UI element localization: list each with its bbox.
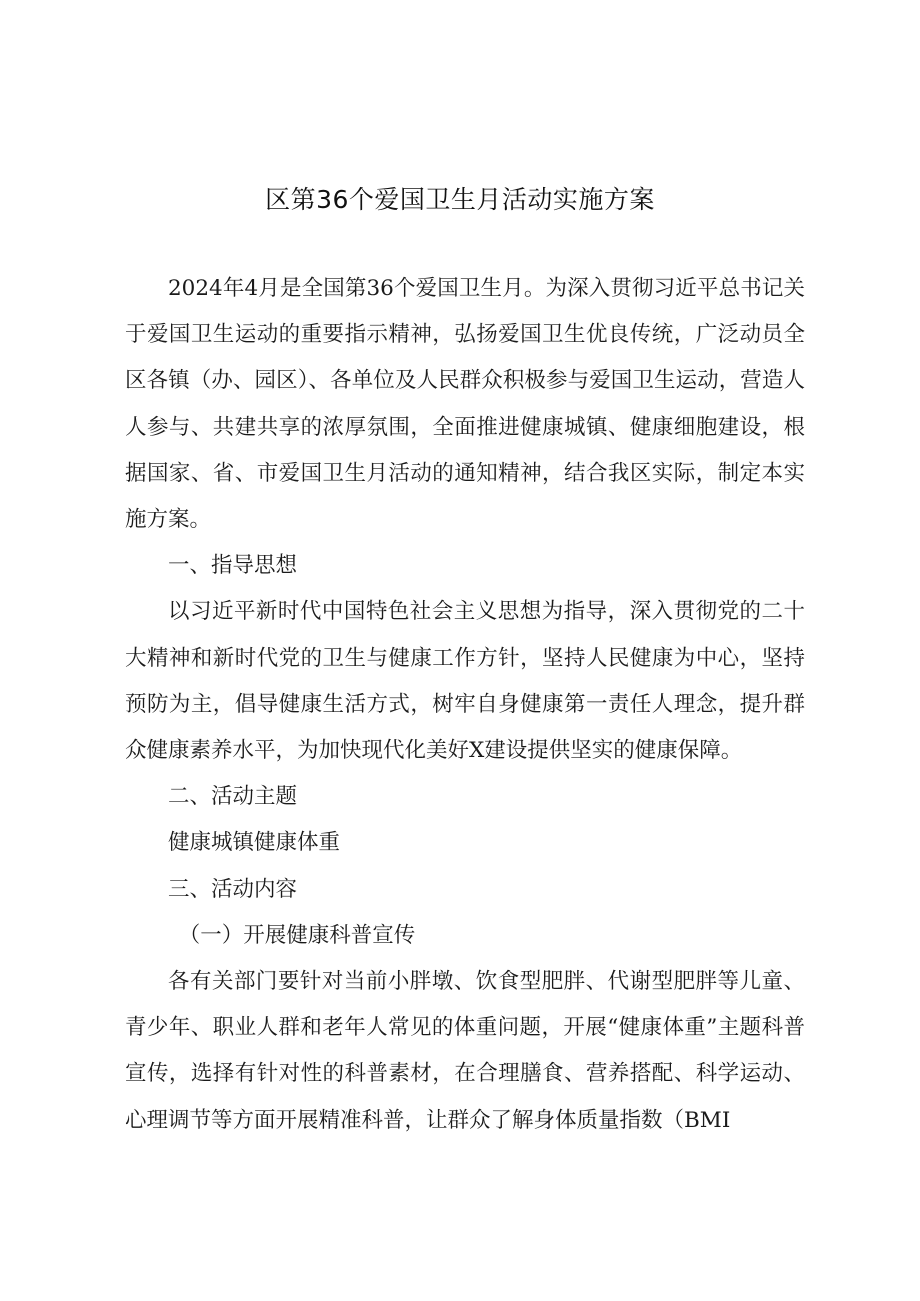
intro-paragraph: 2024年4月是全国第36个爱国卫生月。为深入贯彻习近平总书记关于爱国卫生运动的重要指示精神，弘扬爱国卫生优良传统，广泛动员全区各镇（办、园区）、各单位及人民群众积极参与爱国卫生运动，营造人人参与、共建共享的浓厚氛围，全面推进健康城镇、健康细胞建设，根据国家、省、市爱国卫生月活动的通知精神，结合我区实际，制定本实施方案。 <box>125 276 805 533</box>
document-title: 区第36个爱国卫生月活动实施方案 <box>265 185 655 214</box>
section-heading-guiding-ideology: 一、指导思想 <box>168 553 298 579</box>
subsection-paragraph-health-education: 各有关部门要针对当前小胖墩、饮食型肥胖、代谢型肥胖等儿童、青少年、职业人群和老年人常见的体重问题，开展“健康体重”主题科普宣传，选择有针对性的科普素材，在合理膳食、营养搭配、科学运动、心理调节等方面开展精准科普，让群众了解身体质量指数（BMI <box>125 969 805 1133</box>
section-heading-activity-content: 三、活动内容 <box>168 876 298 902</box>
section-paragraph-guiding-ideology: 以习近平新时代中国特色社会主义思想为指导，深入贯彻党的二十大精神和新时代党的卫生与健康工作方针，坚持人民健康为中心，坚持预防为主，倡导健康生活方式，树牢自身健康第一责任人理念，提升群众健康素养水平，为加快现代化美好X建设提供坚实的健康保障。 <box>125 599 805 764</box>
section-heading-activity-theme: 二、活动主题 <box>168 784 298 810</box>
section-paragraph-activity-theme: 健康城镇健康体重 <box>168 830 341 856</box>
document-body <box>125 266 805 1144</box>
subsection-heading-health-education: （一）开展健康科普宣传 <box>178 922 416 948</box>
